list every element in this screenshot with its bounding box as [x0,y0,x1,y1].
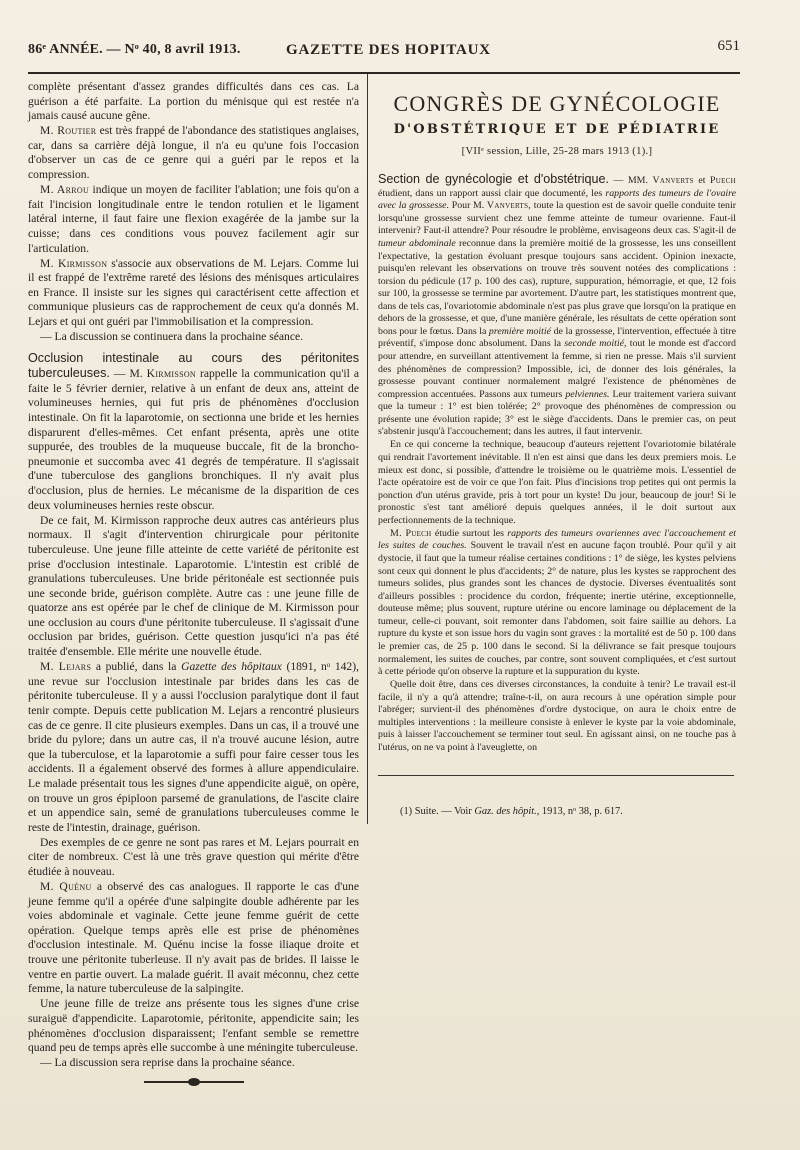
paragraph: complète présentant d'assez grandes difficultés dans ces cas. La guérison a été parfaite. La portion du ménisque qui est restée n'a jamais causé aucune gêne. [28,80,359,123]
footnote-text: , 1913, nᵒ 38, p. 617. [536,806,623,817]
section-title: Occlusion intestinale au cours des péritonites tuberculeuses. [28,350,359,381]
section-paragraph [28,351,359,514]
paragraph-text: indique un moyen de faciliter l'ablation; une fois qu'on a fait l'incision longitudinale entre le tendon rotulien et le ligament latéral interne, il faut faire une flexion exagérée de la jambe sur la cuisse; dans ces conditions vous pouvez facilement agir sur l'articulation. [28,183,359,255]
paragraph: En ce qui concerne la technique, beaucoup d'auteurs rejettent l'ovariotomie bilatérale qui rendrait l'avortement inévitable. Il n'en est ainsi que dans les deux premiers mois. Le mieux est donc, si possible, d'attendre le troisième ou le quatrième mois. L'essentiel de l'acte opératoire est de voir ce que l'on fait. Plus d'incisions trop petites qui ont permis la ponction d'un utérus gravide, pris à tort pour un kyste! Du jour, beaucoup de jour! Si le pronostic s'est tant amélioré depuis quelques années, il le doit surtout aux perfectionnements de la technique. [378,439,736,526]
section-paragraph [378,172,736,439]
speaker-name: Puech [709,175,736,187]
journal-reference: Gazette des hôpitaux [181,660,282,674]
paragraph: Quelle doit être, dans ces diverses circonstances, la conduite à tenir? Le travail est-il facile, il n'y a qu'à attendre; traîne-t-il, on aura recours à une opération simple pour l'abréger; survient-il des phénomènes d'ordre dystocique, on aura le choix entre de multiples interventions : la meilleure consiste à enlever le kyste par la voie abdominale, puis à laisser l'accouchement se terminer tout seul. En agissant ainsi, on ne touche pas à l'utérus, on ne va point à l'aveuglette, on [378,679,736,753]
speaker-name: M. Kirmisson [40,256,108,270]
paragraph [28,124,359,182]
paragraph-text: tout le monde est d'accord pour attendre, en surveillant attentivement la femme, si rien ne presse. Mais s'il survient des phénomènes de compression? Impossible, ici, de donner des lois générales, la grossesse pouvant continuer normalement malgré l'existence de phénomènes de compression accentuées. Passons aux tumeurs [378,338,736,400]
paragraph [28,257,359,330]
footnote-reference: Gaz. des hôpit. [474,806,537,817]
right-column [378,84,736,755]
footnote-rule [378,775,734,776]
page-header [28,36,740,66]
paragraph-text: reconnue dans la première moitié de la grossesse, les uns conseillent l'expectative, la gestation évoluant presque toujours sans accident. Opinion inexacte, puisqu'en relevant les observations on trouve très souvent notées des complications : torsion du pédicule (17 p. 100 des cas), rupture, suppuration, hémorragie, et que, 12 fois sur 100, la grossesse se termine par avortement. D'autre part, les statistiques montrent que, dans de tels cas, l'ovariotomie abdominale n'est pas plus grave que lorsqu'on la pratique en dehors de la grossesse, et que, d'une manière générale, les résultats de cette opération sont bons pour le fœtus. Dans la [378,237,737,337]
paragraph-text: s'associe aux observations de M. Lejars. Comme lui il est frappé de l'extrême rareté des lésions des ménisques articulaires en France. Il insiste sur les signes qui caractérisent cette affection et communique plusieurs cas de rapprochement de ceux qu'a donnés M. Lejars et qui ont guéri par l'immobilisation et la compression. [28,256,360,328]
header-rule [28,72,740,74]
footnote-text: (1) Suite. — Voir [400,806,475,817]
paragraph-text: est très frappé de l'abondance des statistiques anglaises, car, dans sa carrière déjà longue, il n'a eu qu'une fois l'occasion d'observer un cas de ce genre qui a guéri par le repos et la compression. [28,124,359,182]
speaker-name: M. Lejars [40,660,92,674]
paragraph: De ce fait, M. Kirmisson rapproche deux autres cas antérieurs plus normaux. Il s'agit d'intervention chirurgicale pour péritonite tuberculeuse. Une jeune fille atteinte de cette variété de péritonite est prise d'occlusion intestinale. Laparotomie. L'intestin est criblé de granulations tuberculeuses. Une bride péritonéale est sectionnée puis une seconde bride, guérison complète. Autre cas : une jeune fille de quatorze ans est opérée par le chef de clinique de M. Kirmisson pour une occlusion au cours d'une péritonite tuberculeuse. Il s'agissait d'une occlusion par brides, guérison. Cette question jusqu'ici n'a pas été traitée d'ensemble. Elle mérite une nouvelle étude. [28,513,359,659]
paragraph-text: de la grossesse, l'intervention, effectuée à titre préventif, s'impose donc absolument. Dans la [378,325,736,350]
speaker-name: M. Quénu [40,880,92,894]
speaker-name: M. Arrou [40,183,90,197]
paragraph-text: — M. [109,367,147,381]
paragraph-text: rappelle la communication qu'il a faite le 5 février dernier, relative à un enfant de deux ans, atteint de volumineuses hernies, qui fut pris de phénomènes d'occlusion intestinale. On fit la laparotomie, on sectionna une bride et les hernies disparurent d'elles-mêmes. Cet enfant présenta, après une otite suppurée, des troubles de la muqueuse buccale, fit de la broncho-pneumonie et succomba avec 41 degrés de température. Il s'agissait d'une tuberculose des ganglions bronchiques. Il n'y avait plus d'occlusion, plus de hernies. Le mécanisme de la disparition de ces deux volumineuses hernies reste obscur. [28,367,359,512]
paragraph-text: Souvent le travail n'est en aucune façon troublé. Pour qu'il y ait dystocie, il faut que la tumeur réalise certaines conditions : 1° de siège, les kystes pelviens sont ceux qui donnent le plus d'accidents; 2° de nature, plus les kystes se rapprochent des tumeurs solides, plus grandes sont les chances de dystocie. Diverses éventualités sont d'ailleurs possibles : procidence du cordon, fréquente; inertie utérine, exceptionnelle, douteuse même; plus souvent, rupture utérine ou encore laminage ou déplacement de la tumeur, celle-ci pouvant, soit remonter dans l'abdomen, soit faire saillie au dehors. La rupture du kyste et son issue hors du vagin sont graves : la mortalité est de 50 p. 100 dans le premier cas, de 25 p. 100 dans le second. Si la délivrance se fait presque toujours normalement, les suites de couches, par contre, sont souvent compliquées, et c'est surtout à cette période qu'on observe la rupture et la suppuration du kyste. [378,540,736,678]
congress-title: CONGRÈS DE GYNÉCOLOGIE [393,91,721,116]
paragraph-text: a observé des cas analogues. Il rapporte le cas d'une jeune femme qu'il a opérée d'une salpingite double adhérente par les voies abdominale et vaginale. Cette jeune femme guérit de cette opération. Quelque temps après elle est prise de phénomènes d'occlusion intestinale. M. Quénu incise la fosse iliaque droite et trouve une péritonite tuberleuse. Il n'y avait pas de brides. Il laisse le ventre en partie ouvert. La malade guérit. Il avait méconnu, chez cette femme, la nature tuberculeuse de la salpingite. [28,880,359,996]
paragraph [28,660,359,835]
end-ornament [144,1079,244,1085]
journal-title: GAZETTE DES HOPITAUX [286,42,491,58]
congress-subtitle: D'OBSTÉTRIQUE ET DE PÉDIATRIE [393,122,721,137]
speaker-name: M. Puech [390,527,432,539]
paragraph-text: toute la question est de savoir quelle conduite tenir lorsqu'une grossesse survient chez une femme atteinte de tumeur ovarienne. Faut-il intervenir? Faut-il attendre? Pour résoudre le problème, envisageons deux cas. S'agit-il de [378,200,736,237]
paragraph [378,528,736,679]
emphasis: pelviennes. [565,388,610,400]
report-topic: rapports des tumeurs de l'ovaire avec la grossesse. [378,187,736,212]
paragraph-text: (1891, nᵒ 142), une revue sur l'occlusion intestinale par brides dans les cas de péritonite tuberculeuse. Il y a aussi l'occlusion paralytique dont il faut tenir compte. Depuis cette publication M. Lejars a rencontré plusieurs cas de ce genre. Il cite plusieurs exemples. Dans un cas, il a trouvé une bride du pylore; dans un autre cas, il n'a trouvé aucune lésion, autre que la tuberculose, et la laparotomie a suffi pour faire cesser tous les accidents. Il a également observé des formes à allure appendiculaire. Le malade présentait tous les signes d'une appendicite aiguë, on opère, on trouve un gros épiploon parsemé de granulations, de l'ascite claire et un appendice sain, semé de granulations tuberculeuses comme le reste de l'intestin, drainage, guérison. [28,660,359,834]
left-column [28,80,359,1085]
paragraph-text: étudie surtout les [431,527,508,539]
paragraph: Des exemples de ce genre ne sont pas rares et M. Lejars pourrait en citer de nombreux. C'est là une très grave question qui mérite d'être étudiée à nouveau. [28,835,359,878]
paragraph [28,183,359,256]
paragraph-text: Leur traitement variera suivant que la tumeur : 1° est bien tolérée; 2° provoque des phénomènes de compression ou présente une évolution rapide; 3° est le siège d'accidents. Dans le premier cas, on peut s'abstenir jusqu'à l'accouchement; dans les autres, il faut intervenir. [378,388,737,438]
paragraph: — La discussion se continuera dans la prochaine séance. [40,330,304,344]
paragraph-text: et [693,175,710,187]
speaker-name: Vanverts [652,175,694,187]
congress-session: [VIIᵉ session, Lille, 25-28 mars 1913 (1).] [461,145,653,157]
paragraph-text: a publié, dans la [91,660,182,674]
page-number: 651 [717,38,740,54]
emphasis: tumeur abdominale [378,237,456,249]
speaker-name: Vanverts, [486,200,532,212]
paragraph-text: Pour M. [449,200,487,212]
speaker-name: Kirmisson [146,367,196,381]
speaker-name: M. Routier [40,124,97,138]
section-title: Section de gynécologie et d'obstétrique. [378,172,610,187]
paragraph [28,880,359,997]
paragraph: Une jeune fille de treize ans présente tous les signes d'une crise suraiguë d'appendicite. Laparotomie, péritonite, appendicite sain; les phénomènes d'occlusion disparaissent; l'enfant semble se remettre quand peu de temps après elle succombe à une méningite tuberculeuse. [28,997,359,1055]
paragraph-text: — MM. [609,175,653,187]
footnote [400,806,623,817]
emphasis: première moitié [488,325,552,337]
column-divider [367,74,368,824]
issue-info: 86ᵉ ANNÉE. — Nᵒ 40, 8 avril 1913. [28,42,241,57]
report-topic: rapports des tumeurs ovariennes avec l'accouchement et les suites de couches. [378,527,737,552]
paragraph: — La discussion sera reprise dans la prochaine séance. [40,1056,295,1070]
paragraph-text: étudient, dans un rapport aussi clair que documenté, les [378,187,606,199]
emphasis: seconde moitié, [564,338,627,350]
